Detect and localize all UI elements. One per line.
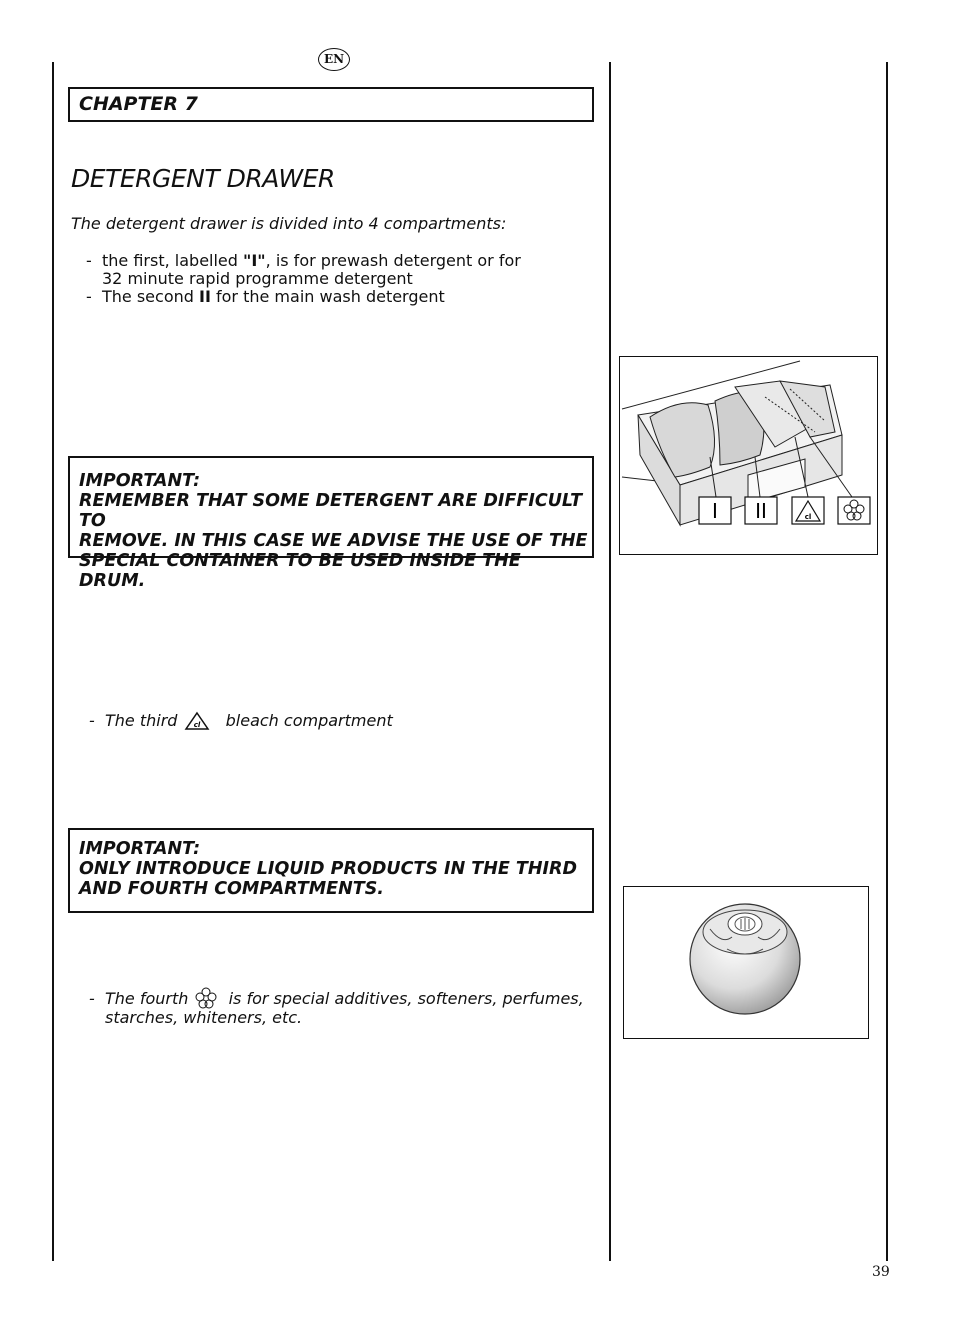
svg-text:cl: cl — [804, 513, 812, 521]
right-rule — [886, 62, 888, 1261]
important-line: REMOVE. IN THIS CASE WE ADVISE THE USE OF THE — [79, 531, 588, 551]
chapter-label: CHAPTER 7 — [79, 93, 198, 115]
important-line: ONLY INTRODUCE LIQUID PRODUCTS IN THE THIRD — [79, 859, 578, 879]
softener-flower-icon — [194, 987, 218, 1009]
detergent-drawer-illustration — [620, 357, 877, 554]
fourth-post: is for special additives, softeners, perfumes, — [228, 989, 584, 1008]
second-pre: The second — [102, 287, 199, 306]
important-line: REMEMBER THAT SOME DETERGENT ARE DIFFICULT TO — [79, 491, 583, 531]
second-post: for the main wash detergent — [210, 287, 445, 306]
svg-text:cl: cl — [193, 721, 200, 729]
third-post: bleach compartment — [225, 711, 393, 730]
fourth-pre: The fourth — [105, 989, 189, 1008]
left-rule — [52, 62, 54, 1261]
fourth-cont: starches, whiteners, etc. — [105, 1008, 303, 1027]
list-item-third — [89, 711, 393, 731]
dash: - — [89, 711, 95, 730]
center-rule — [609, 62, 611, 1261]
list-item-first-cont: 32 minute rapid programme detergent — [102, 269, 413, 288]
important-line: SPECIAL CONTAINER TO BE USED INSIDE THE DRUM. — [79, 551, 521, 591]
page-number: 39 — [872, 1264, 890, 1280]
bleach-triangle-icon — [183, 711, 211, 731]
list-item-second — [86, 288, 521, 306]
first-label: "I" — [243, 251, 266, 270]
important-heading: IMPORTANT: — [79, 471, 201, 491]
important-line: AND FOURTH COMPARTMENTS. — [79, 879, 384, 899]
drawer-figure — [619, 356, 878, 555]
compartment-list — [86, 252, 521, 306]
language-badge: EN — [318, 48, 350, 71]
list-item-fourth — [89, 987, 584, 1027]
dash: - — [89, 989, 95, 1008]
important-heading: IMPORTANT: — [79, 839, 201, 859]
label-I: I — [712, 499, 718, 523]
dosing-ball-figure — [623, 886, 869, 1039]
first-post: , is for prewash detergent or for — [265, 251, 521, 270]
important-box-1 — [68, 456, 594, 591]
dosing-ball-icon — [624, 887, 868, 1038]
second-label: II — [199, 287, 211, 306]
important-box-2 — [68, 828, 594, 913]
dash: - — [86, 287, 92, 306]
chapter-box — [68, 87, 594, 122]
dash: - — [86, 251, 92, 270]
list-item-first — [86, 252, 521, 270]
label-II: II — [755, 499, 767, 523]
section-title: DETERGENT DRAWER — [71, 164, 335, 193]
section-intro: The detergent drawer is divided into 4 compartments: — [71, 214, 507, 233]
third-pre: The third — [105, 711, 178, 730]
first-pre: the first, labelled — [102, 251, 244, 270]
